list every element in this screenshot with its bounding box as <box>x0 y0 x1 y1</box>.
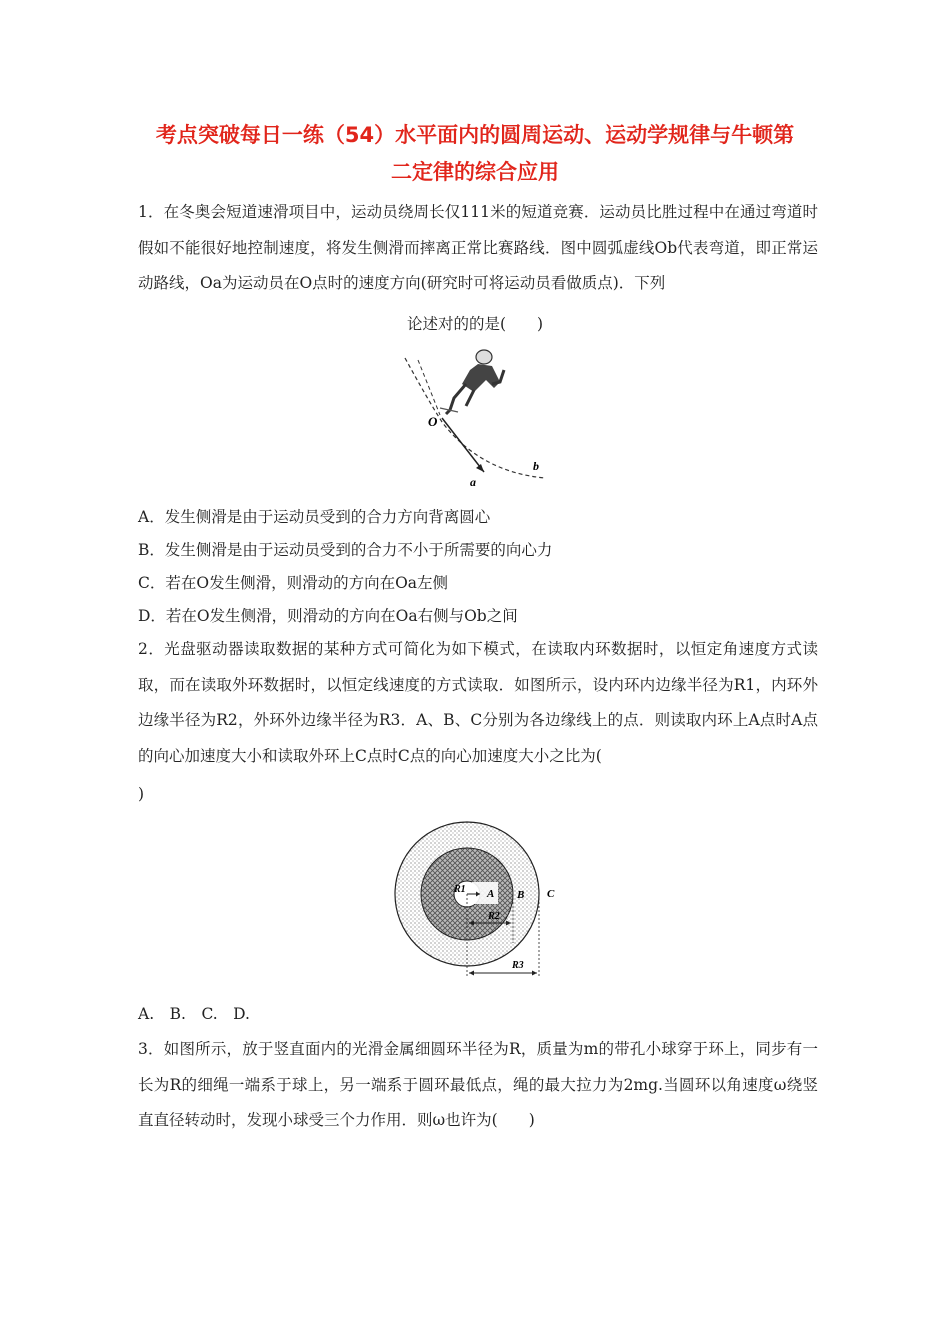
label-r3: R3 <box>512 960 524 971</box>
velocity-oa <box>442 418 484 472</box>
label-b-point: B <box>517 889 525 901</box>
q2-options: A. B. C. D. <box>138 1005 250 1023</box>
title-line-1: 考点突破每日一练（54）水平面内的圆周运动、运动学规律与牛顿第 <box>155 123 795 147</box>
skater-figure <box>440 350 504 414</box>
q1-option-b: B．发生侧滑是由于运动员受到的合力不小于所需要的向心力 <box>138 541 553 559</box>
label-a: a <box>470 475 476 489</box>
q2-stem: 2．光盘驱动器读取数据的某种方式可简化为如下模式，在读取内环数据时，以恒定角速度方式读取，而在读取外环数据时，以恒定线速度的方式读取．如图所示，设内环内边缘半径为R1，内环外边缘半径为R2，外环外边缘半径为R3．A、B、C分别为各边缘线上的点．则读取内环上A点时A点的向心加速度大小和读取外环上C点时C点的向心加速度大小之比为( <box>138 640 818 765</box>
path-left-dashed <box>418 360 440 415</box>
label-r2: R2 <box>488 911 500 922</box>
q2-stem-end: ) <box>138 785 145 803</box>
label-a-point: A <box>487 888 495 900</box>
q3-stem: 3．如图所示，放于竖直面内的光滑金属细圆环半径为R，质量为m的带孔小球穿于环上，同步有一长为R的细绳一端系于球上，另一端系于圆环最低点，绳的最大拉力为2mg.当圆环以角速度ω绕竖直直径转动时，发现小球受三个力作用．则ω也许为( ) <box>138 1040 818 1129</box>
title-line-2: 二定律的综合应用 <box>391 160 559 184</box>
q1-option-a: A．发生侧滑是由于运动员受到的合力方向背离圆心 <box>138 508 491 526</box>
label-o: O <box>428 414 438 429</box>
label-c-point: C <box>547 888 555 900</box>
q1-stem-end: 论述对的的是( ) <box>406 315 544 333</box>
q1-option-d: D．若在O发生侧滑，则滑动的方向在Oa右侧与Ob之间 <box>138 607 518 625</box>
label-r1: R1 <box>454 884 466 895</box>
q2-disc-figure <box>390 818 570 988</box>
q1-figure <box>400 340 560 490</box>
q1-option-c: C．若在O发生侧滑，则滑动的方向在Oa左侧 <box>138 574 449 592</box>
velocity-arrowhead <box>476 464 484 472</box>
label-b: b <box>533 459 539 473</box>
q1-stem: 1．在冬奥会短道速滑项目中，运动员绕周长仅111米的短道竞赛．运动员比胜过程中在通过弯道时假如不能很好地控制速度，将发生侧滑而摔离正常比赛路线．图中圆弧虚线Ob代表弯道，即正常运动路线，Oa为运动员在O点时的速度方向(研究时可将运动员看做质点)．下列 <box>138 203 818 292</box>
